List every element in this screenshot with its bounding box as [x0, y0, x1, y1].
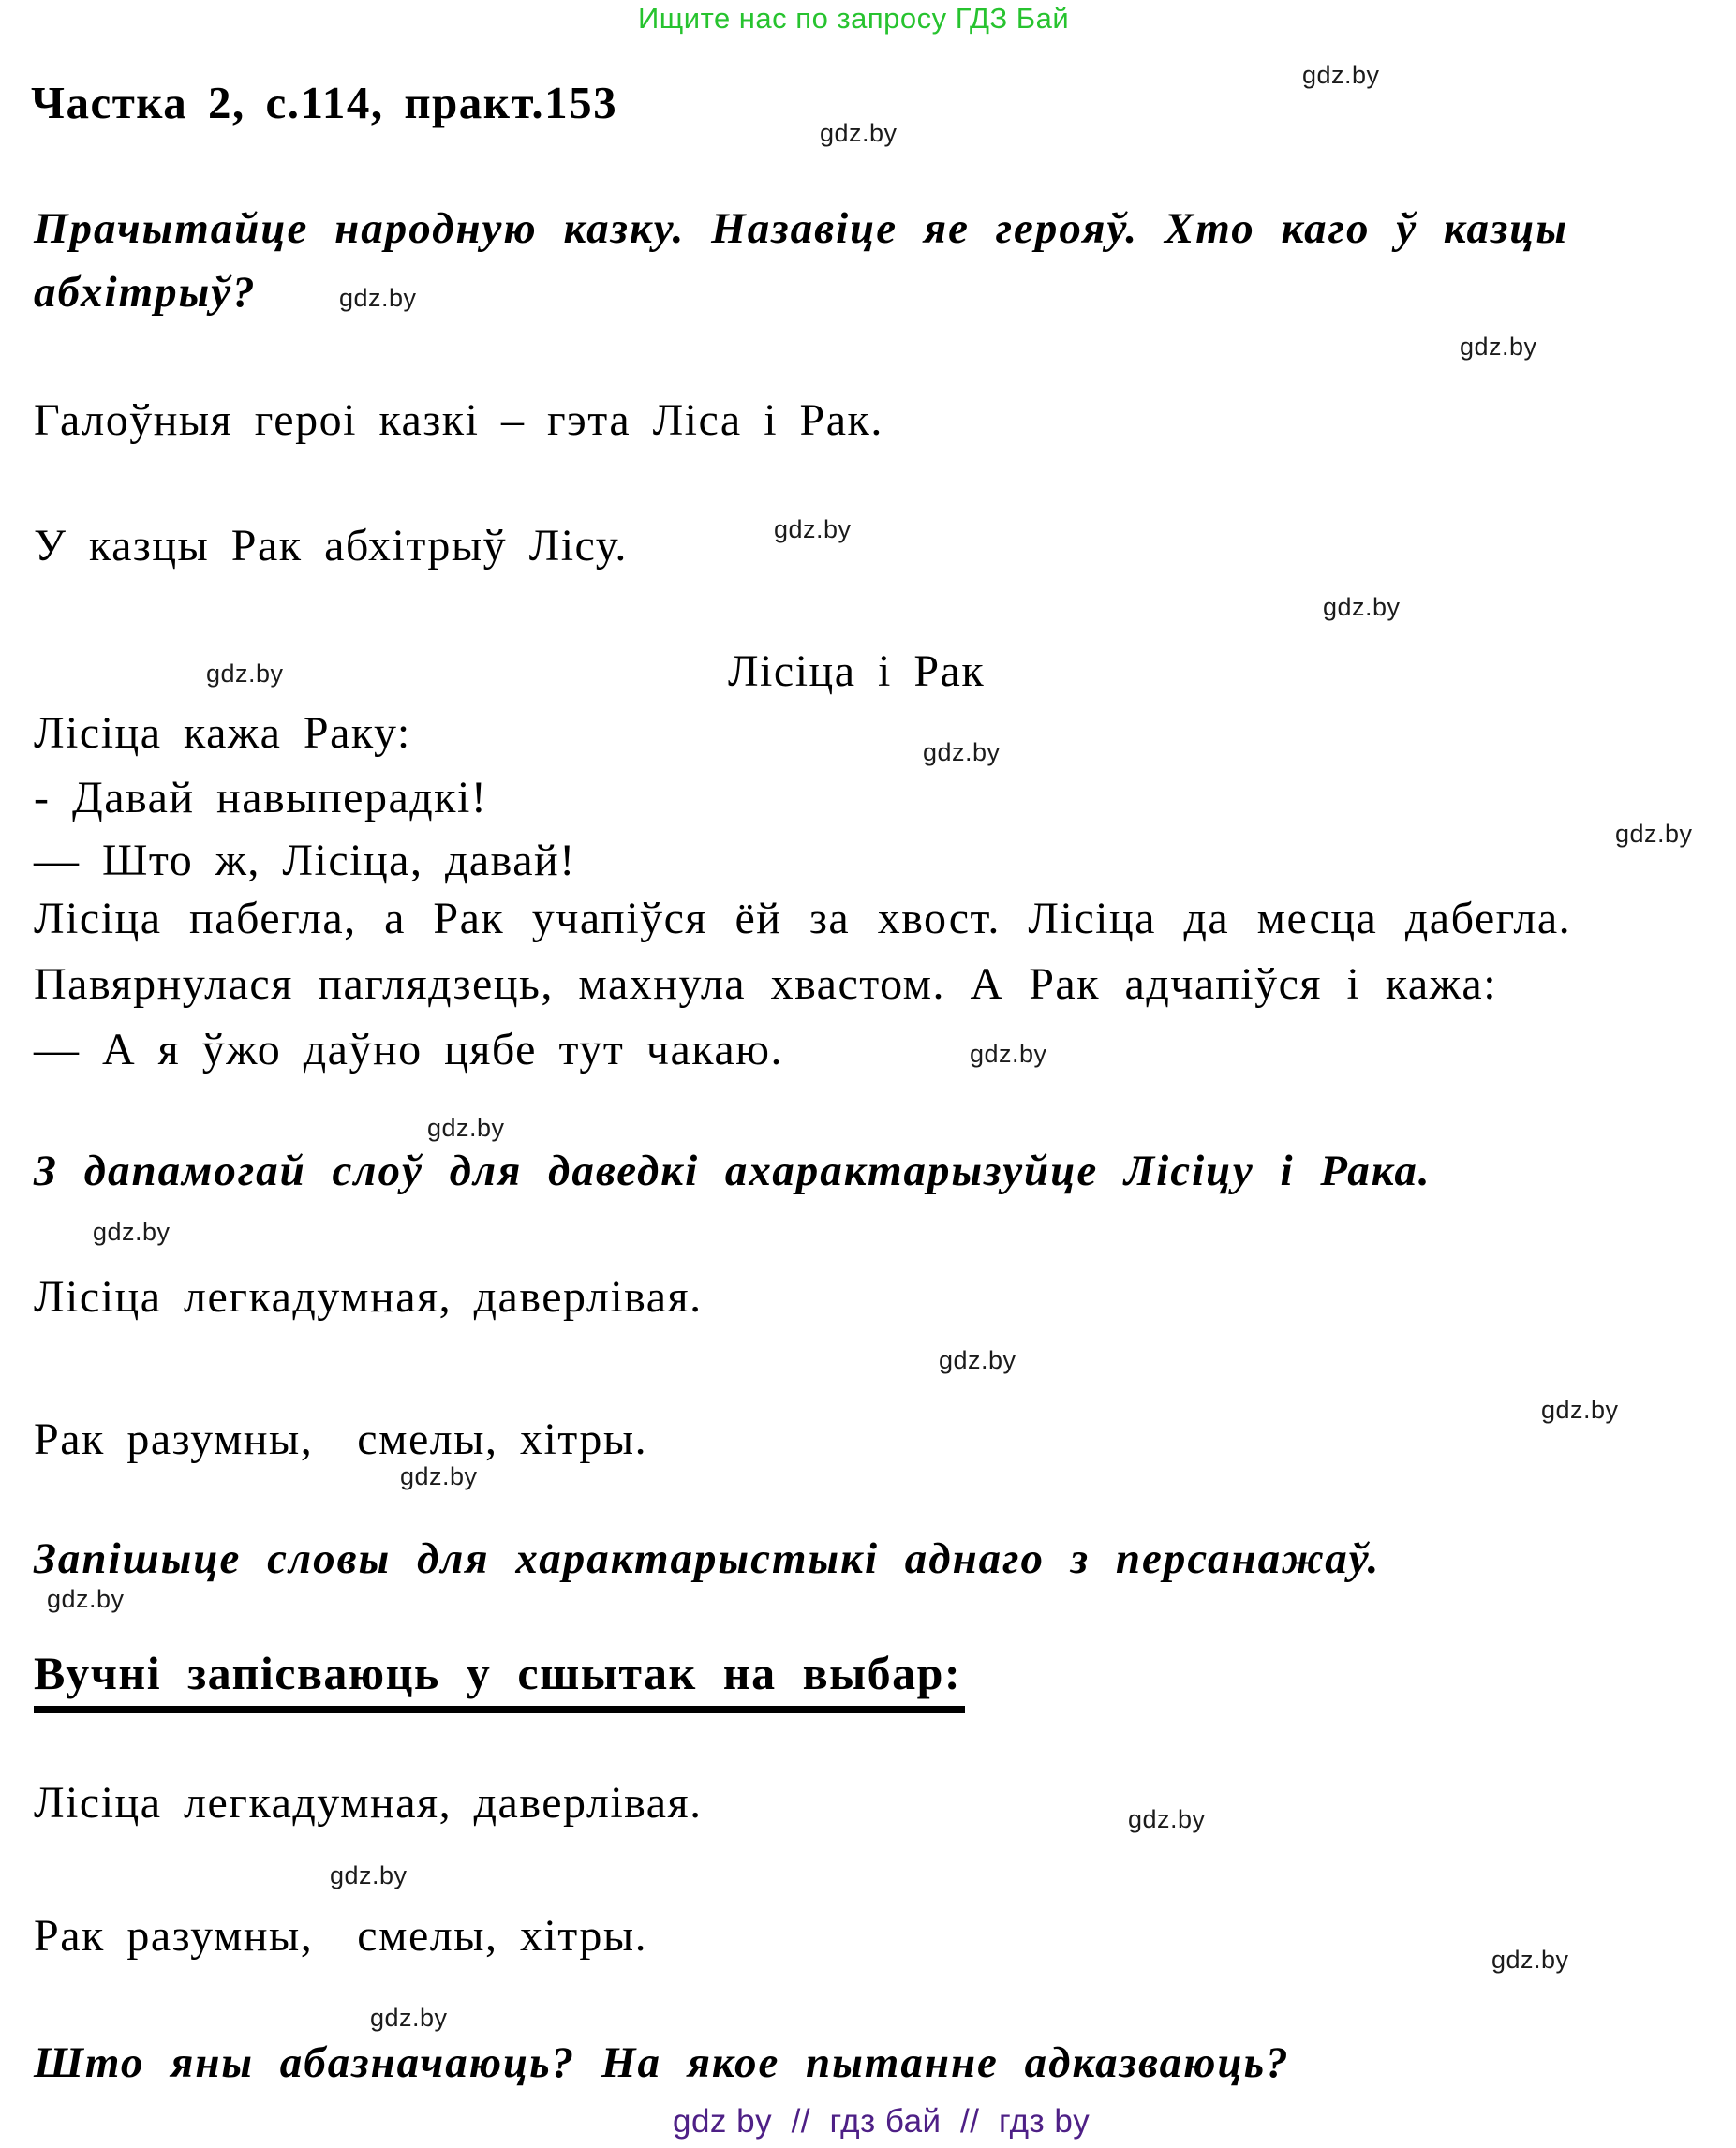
story-line: Павярнулася паглядзець, махнула хвастом. А Рак адчапіўся і кажа: — [34, 959, 1498, 1009]
watermark-gdz: gdz.by — [1128, 1805, 1206, 1833]
watermark-gdz: gdz.by — [427, 1114, 505, 1142]
watermark-gdz: gdz.by — [1491, 1946, 1569, 1974]
watermark-gdz: gdz.by — [400, 1462, 478, 1490]
watermark-gdz: gdz.by — [970, 1040, 1047, 1068]
watermark-gdz: gdz.by — [47, 1585, 125, 1613]
footer-watermark: gdz by // гдз бай // гдз by — [673, 2103, 1091, 2140]
watermark-gdz: gdz.by — [93, 1218, 171, 1246]
task4-instruction: Што яны абазначаюць? На якое пытанне адказваюць? — [34, 2038, 1290, 2087]
story-line: Лісіца кажа Раку: — [34, 708, 411, 758]
watermark-gdz: gdz.by — [820, 119, 898, 147]
task1-instruction-line1: Прачытайце народную казку. Назавіце яе герояў. Хто каго ў казцы — [34, 204, 1569, 253]
watermark-gdz: gdz.by — [339, 284, 417, 312]
characteristic-crab: Рак разумны, смелы, хітры. — [34, 1415, 648, 1464]
watermark-gdz: gdz.by — [370, 2004, 448, 2032]
task2-instruction: З дапамогай слоў для даведкі ахарактарызуйце Лісіцу і Рака. — [34, 1147, 1432, 1195]
watermark-gdz: gdz.by — [1460, 333, 1537, 361]
story-line: — А я ўжо даўно цябе тут чакаю. — [34, 1025, 784, 1074]
story-line: Лісіца пабегла, а Рак учапіўся ёй за хвост. Лісіца да месца дабегла. — [34, 894, 1572, 943]
choice-crab: Рак разумны, смелы, хітры. — [34, 1911, 648, 1961]
watermark-gdz: gdz.by — [939, 1346, 1016, 1374]
watermark-gdz: gdz.by — [330, 1861, 408, 1889]
characteristic-fox: Лісіца легкадумная, даверлівая. — [34, 1272, 703, 1322]
choice-fox: Лісіца легкадумная, даверлівая. — [34, 1778, 703, 1828]
page-title: Частка 2, с.114, практ.153 — [31, 77, 618, 128]
answer-who-outwitted: У казцы Рак абхітрыў Лісу. — [34, 521, 628, 570]
top-notice: Ищите нас по запросу ГДЗ Бай — [638, 2, 1070, 35]
watermark-gdz: gdz.by — [1615, 820, 1693, 848]
watermark-gdz: gdz.by — [1302, 61, 1380, 89]
watermark-gdz: gdz.by — [923, 738, 1001, 766]
watermark-gdz: gdz.by — [774, 515, 852, 543]
story-line: — Што ж, Лісіца, давай! — [34, 836, 576, 885]
task3-instruction: Запішыце словы для характарыстыкі аднаго з персанажаў. — [34, 1534, 1381, 1583]
story-line: - Давай навыперадкі! — [34, 773, 488, 822]
task1-instruction-line2: абхітрыў? — [34, 268, 257, 317]
story-title: Лісіца і Рак — [728, 646, 986, 696]
watermark-gdz: gdz.by — [1323, 593, 1401, 621]
watermark-gdz: gdz.by — [1541, 1396, 1619, 1424]
answer-heroes: Галоўныя героі казкі – гэта Ліса і Рак. — [34, 395, 883, 445]
note-heading: Вучні запісваюць у сшытак на выбар: — [34, 1649, 965, 1713]
watermark-gdz: gdz.by — [206, 659, 284, 688]
